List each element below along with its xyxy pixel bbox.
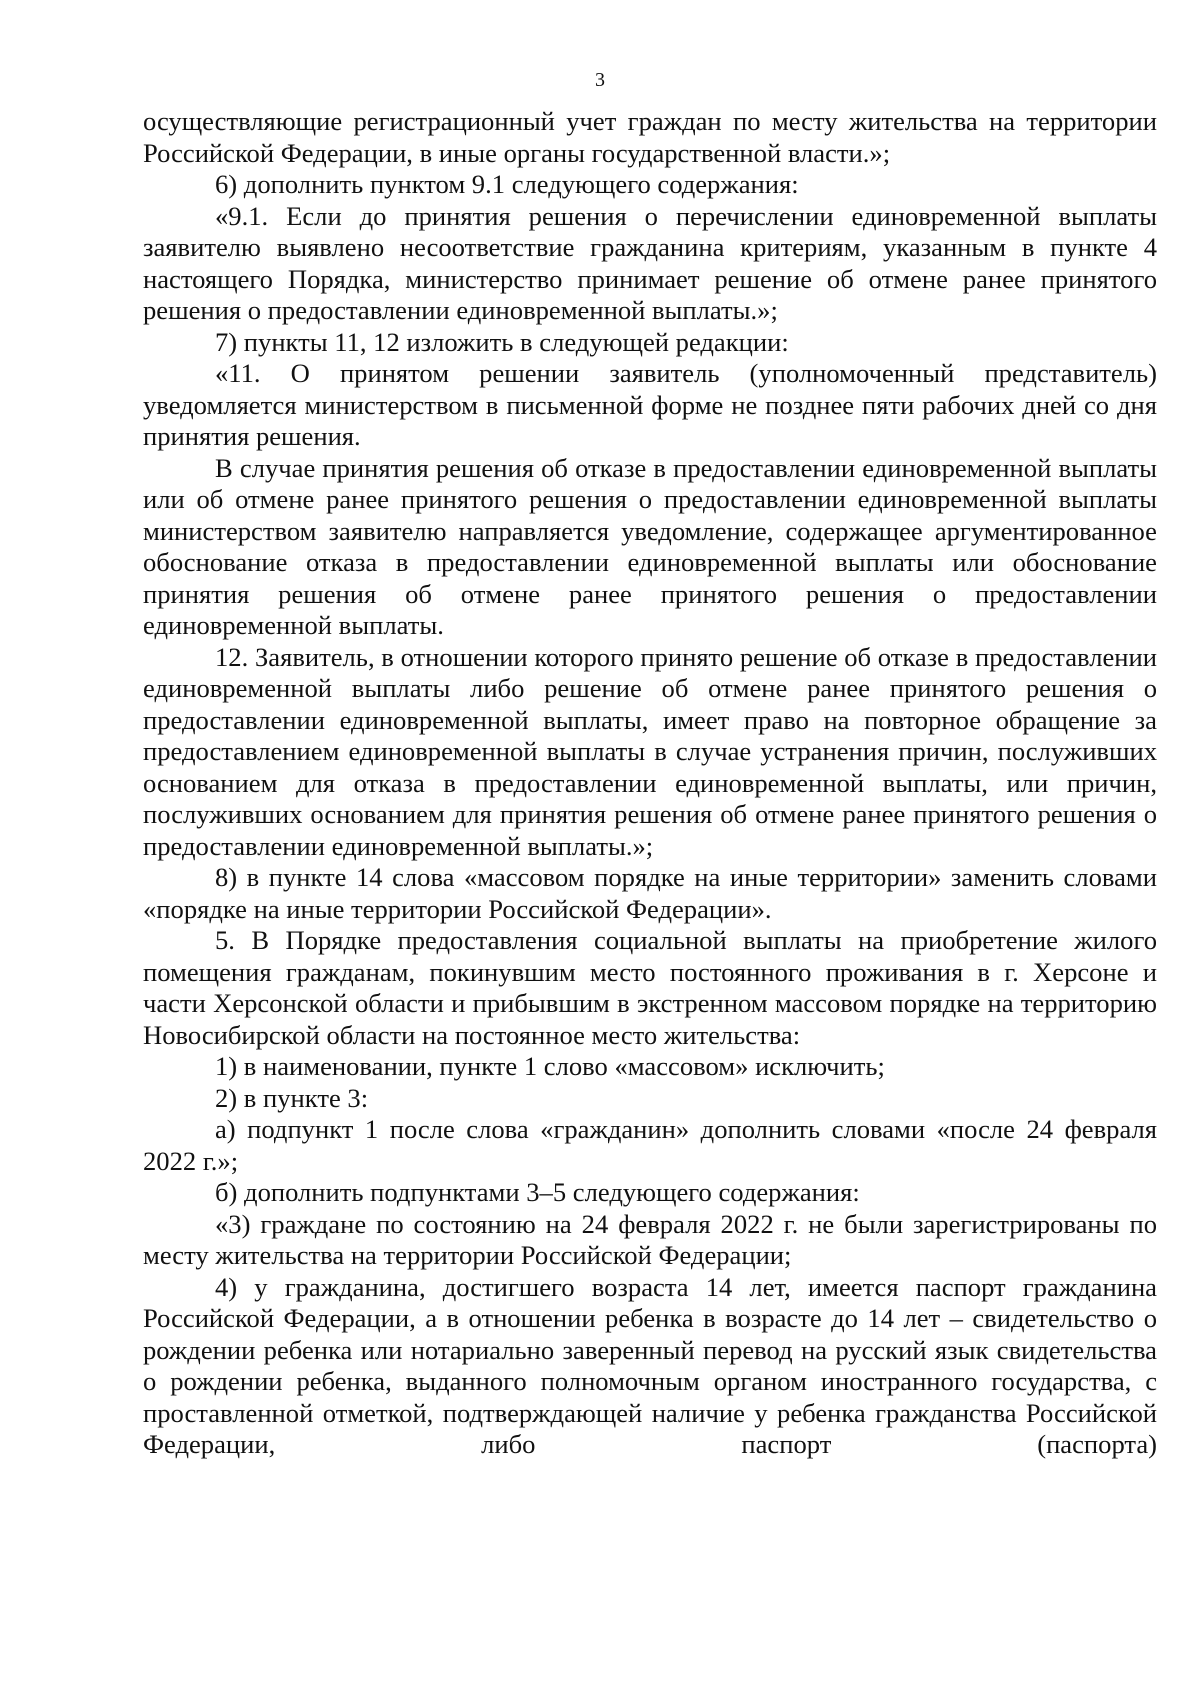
paragraph: 12. Заявитель, в отношении которого принято решение об отказе в предоставлении единовременной выплаты либо решение об отмене ранее принятого решения о предоставлении единовременной выплаты, имеет право на повторное обращение за предоставлением единовременной выплаты в случае устранения причин, послуживших основанием для отказа в предоставлении единовременной выплаты, или причин, послуживших основанием для принятия решения об отмене ранее принятого решения о предоставлении единовременной выплаты.»; [143, 641, 1157, 861]
paragraph: В случае принятия решения об отказе в предоставлении единовременной выплаты или об отмене ранее принятого решения о предоставлении единовременной выплаты министерством заявителю направляется уведомление, содержащее аргументированное обоснование отказа в предоставлении единовременной выплаты или обоснование принятия решения об отмене ранее принятого решения о предоставлении единовременной выплаты. [143, 452, 1157, 640]
paragraph: а) подпункт 1 после слова «гражданин» дополнить словами «после 24 февраля 2022 г.»; [143, 1114, 1157, 1176]
paragraph: «9.1. Если до принятия решения о перечислении единовременной выплаты заявителю выявлено несоответствие гражданина критериям, указанным в пункте 4 настоящего Порядка, министерство принимает решение об отмене ранее принятого решения о предоставлении единовременной выплаты.»; [143, 200, 1157, 325]
paragraph: 1) в наименовании, пункте 1 слово «массовом» исключить; [215, 1051, 885, 1081]
page-number: 3 [595, 69, 605, 91]
paragraph: 5. В Порядке предоставления социальной выплаты на приобретение жилого помещения гражданам, покинувшим место постоянного проживания в г. Херсоне и части Херсонской области и прибывшим в экстренном массовом порядке на территорию Новосибирской области на постоянное место жительства: [143, 925, 1157, 1050]
paragraph: «3) граждане по состоянию на 24 февраля 2022 г. не были зарегистрированы по месту жительства на территории Российской Федерации; [143, 1208, 1157, 1270]
paragraph: б) дополнить подпунктами 3–5 следующего содержания: [215, 1177, 860, 1207]
paragraph: 4) у гражданина, достигшего возраста 14 лет, имеется паспорт гражданина Российской Федерации, а в отношении ребенка в возрасте до 14 лет – свидетельство о рождении ребенка или нотариально заверенный перевод на русский язык свидетельства о рождении ребенка, выданного полномочным органом иностранного государства, с проставленной отметкой, подтверждающей наличие у ребенка гражданства Российской Федерации, либо паспорт (паспорта) [143, 1271, 1157, 1459]
paragraph: 8) в пункте 14 слова «массовом порядке на иные территории» заменить словами «порядке на иные территории Российской Федерации». [143, 862, 1157, 924]
paragraph: осуществляющие регистрационный учет граждан по месту жительства на территории Российской Федерации, в иные органы государственной власти.»; [143, 106, 1157, 168]
paragraph: 7) пункты 11, 12 изложить в следующей редакции: [215, 326, 789, 357]
paragraph: 6) дополнить пунктом 9.1 следующего содержания: [215, 169, 799, 199]
paragraph: «11. О принятом решении заявитель (уполномоченный представитель) уведомляется министерством в письменной форме не позднее пяти рабочих дней со дня принятия решения. [143, 358, 1157, 451]
document-body [143, 106, 1157, 1461]
paragraph: 2) в пункте 3: [215, 1082, 369, 1113]
